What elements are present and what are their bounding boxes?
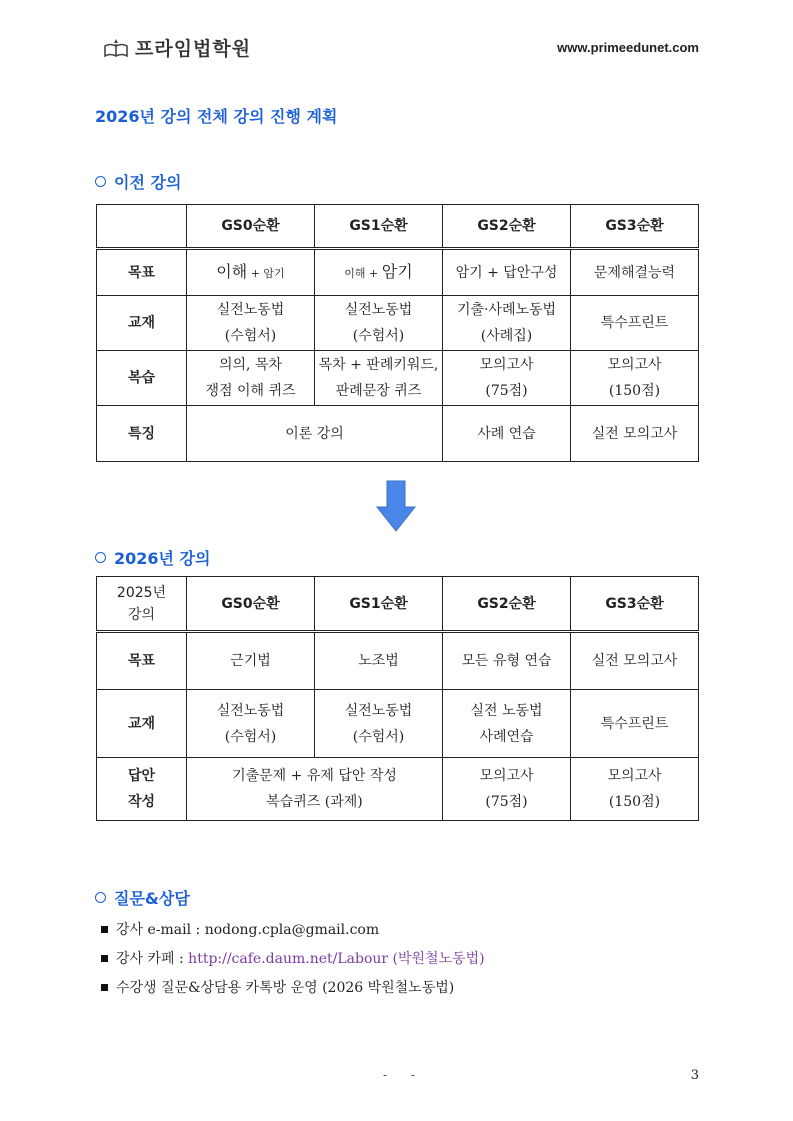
col-header-gs0: GS0순환 [187,577,315,632]
square-bullet-icon [101,984,108,991]
list-item [101,947,485,969]
contact-list [101,918,485,1005]
circle-bullet-icon [95,176,106,187]
contact-email: 강사 e-mail : nodong.cpla@gmail.com [116,922,380,938]
col-header-gs2: GS2순환 [443,577,571,632]
list-item [101,918,485,940]
square-bullet-icon [101,955,108,962]
list-item [101,976,485,998]
col-header-gs0: GS0순환 [187,205,315,249]
cell-textbook-gs0: 실전노동법 (수험서) [187,296,315,351]
cell-review-gs2: 모의고사 (75점) [443,351,571,406]
cell-answer-gs01: 기출문제 + 유제 답안 작성 복습퀴즈 (과제) [187,758,443,821]
cell-goal-gs0: 이해 + 암기 [187,249,315,296]
table-row [97,351,699,406]
col-header-gs3: GS3순환 [571,577,699,632]
footer-dashes: - - [383,1068,425,1082]
cell-textbook-gs1: 실전노동법 (수험서) [315,296,443,351]
cell-review-gs3: 모의고사 (150점) [571,351,699,406]
page-number: 3 [690,1068,699,1083]
col-header-gs2: GS2순환 [443,205,571,249]
cell-textbook-gs3: 특수프린트 [571,296,699,351]
section-heading-text: 질문&상담 [114,889,190,908]
cell-goal-gs1: 노조법 [315,632,443,690]
col-header-gs1: GS1순환 [315,577,443,632]
cell-answer-gs3: 모의고사 (150점) [571,758,699,821]
row-header-review: 복습 [97,351,187,406]
book-icon [103,38,129,58]
cafe-link[interactable]: http://cafe.daum.net/Labour (박원철노동법) [188,951,485,967]
down-arrow-icon [376,480,416,532]
corner-cell: 2025년 강의 [97,577,187,632]
page-title: 2026년 강의 전체 강의 진행 계획 [95,107,338,126]
table-header-row [97,205,699,249]
table-row [97,632,699,690]
cell-feature-gs01: 이론 강의 [187,406,443,462]
cell-goal-gs2: 모든 유형 연습 [443,632,571,690]
cell-answer-gs2: 모의고사 (75점) [443,758,571,821]
table-row [97,296,699,351]
contact-kakao: 수강생 질문&상담용 카톡방 운영 (2026 박원철노동법) [116,980,455,996]
table-row [97,690,699,758]
cell-textbook-gs0: 실전노동법 (수험서) [187,690,315,758]
cell-review-gs1: 목차 + 판례키워드, 판례문장 퀴즈 [315,351,443,406]
cell-review-gs0: 의의, 목차 쟁점 이해 퀴즈 [187,351,315,406]
table-row [97,406,699,462]
cell-textbook-gs3: 특수프린트 [571,690,699,758]
cell-textbook-gs1: 실전노동법 (수험서) [315,690,443,758]
square-bullet-icon [101,926,108,933]
row-header-goal: 목표 [97,632,187,690]
cell-goal-gs0: 근기법 [187,632,315,690]
contact-cafe-label: 강사 카페 : [116,951,189,967]
corner-cell [97,205,187,249]
row-header-textbook: 교재 [97,690,187,758]
section-heading-previous [95,170,181,193]
row-header-answer: 답안 작성 [97,758,187,821]
circle-bullet-icon [95,892,106,903]
cell-goal-gs1: 이해 + 암기 [315,249,443,296]
site-url: www.primeedunet.com [557,40,699,55]
col-header-gs1: GS1순환 [315,205,443,249]
cell-feature-gs2: 사례 연습 [443,406,571,462]
row-header-goal: 목표 [97,249,187,296]
row-header-textbook: 교재 [97,296,187,351]
table-row [97,249,699,296]
cell-goal-gs2: 암기 + 답안구성 [443,249,571,296]
table-row [97,758,699,821]
section-heading-text: 2026년 강의 [114,549,211,568]
cell-textbook-gs2: 실전 노동법 사례연습 [443,690,571,758]
section-heading-contact [95,886,190,909]
section-heading-current [95,546,210,569]
col-header-gs3: GS3순환 [571,205,699,249]
section-heading-text: 이전 강의 [114,173,182,192]
circle-bullet-icon [95,552,106,563]
current-plan-table [96,576,699,821]
cell-goal-gs3: 실전 모의고사 [571,632,699,690]
cell-feature-gs3: 실전 모의고사 [571,406,699,462]
logo-text: 프라임법학원 [135,38,252,60]
brand-logo [103,34,251,61]
table-header-row [97,577,699,632]
cell-textbook-gs2: 기출·사례노동법 (사례집) [443,296,571,351]
previous-plan-table [96,204,699,462]
cell-goal-gs3: 문제해결능력 [571,249,699,296]
row-header-feature: 특징 [97,406,187,462]
